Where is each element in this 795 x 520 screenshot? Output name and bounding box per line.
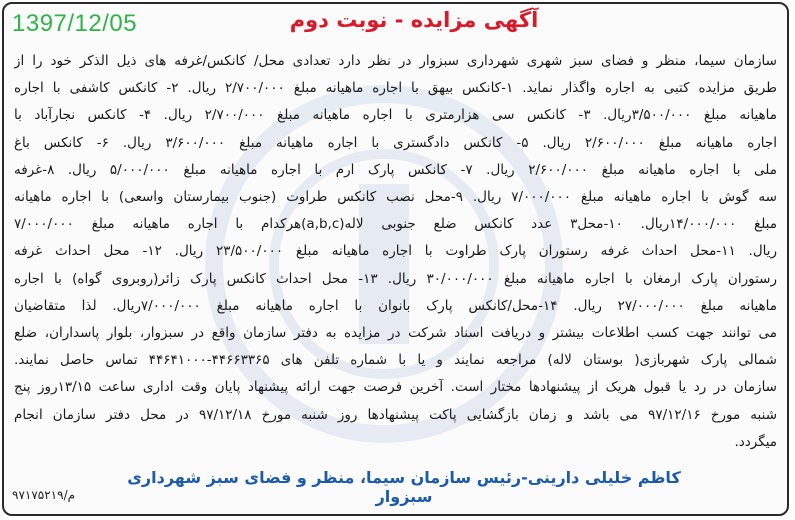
advertisement-frame xyxy=(2,2,789,516)
body-line: رستوران پارک ارمغان با اجاره ماهیانه مبلغ ۳۰/۰۰۰/۰۰۰ ریال. ۱۳- محل احداث کانکس پارک زائر(روبروی گواه) با اجاره xyxy=(14,270,777,287)
body-line: شنبه مورخ ۹۷/۱۲/۱۶ می باشد و زمان بازگشایی پاکت پیشنهادها روز شنبه مورخ ۹۷/۱۲/۱۸ در محل دفتر سازمان انجام xyxy=(14,406,777,423)
body-line: مبلغ ۱۴/۰۰۰/۰۰۰ریال. ۱۰-محل۳ عدد کانکس ضلع جنوبی لاله(a,b,c)هرکدام با اجاره ماهیانه مبلغ ۷/۰۰۰/۰۰۰ xyxy=(14,216,777,233)
body-line: ماهیانه مبلغ ۳/۵۰۰/۰۰۰ریال. ۳- کانکس سی هزارمتری با اجاره ماهیانه مبلغ ۲/۷۰۰/۰۰۰ ریال. ۴- کانکس نجارآباد با xyxy=(14,107,777,124)
body-line: سازمان در رد یا قبول هریک از پیشنهادها مختار است. آخرین فرصت جهت ارائه پیشنهاد پایان وقت اداری ساعت ۱۳/۱۵روز پنج xyxy=(14,379,777,396)
signature: کاظم خلیلی دارینی-رئیس سازمان سیما، منظر و فضای سبز شهرداری سبزوار xyxy=(127,468,681,506)
body-line: اجاره ماهیانه مبلغ ۲/۶۰۰/۰۰۰ ریال. ۵- کانکس دادگستری با اجاره ماهیانه مبلغ ۳/۶۰۰/۰۰۰ ریال. ۶- کانکس باغ xyxy=(14,134,777,151)
ad-title: آگهی مزایده - نوبت دوم xyxy=(289,8,539,32)
body-line: ریال. ۱۱-محل احداث غرفه رستوران پارک طراوت با اجاره ماهیانه مبلغ ۲۳/۵۰۰/۰۰۰ ریال. ۱۲- محل احداث غرفه xyxy=(14,243,777,260)
body-line: سازمان سیما، منظر و فضای سبز شهری شهرداری سبزوار در نظر دارد تعدادی محل/ کانکس/غرفه های ذیل الذکر خود را از xyxy=(14,53,777,69)
header xyxy=(4,4,787,42)
body-line: ماهیانه مبلغ ۲۷/۰۰۰/۰۰۰ ریال. ۱۴-محل/کانکس پارک بانوان با اجاره ماهیانه مبلغ ۷/۰۰۰/۰۰۰ریال. لذا متقاضیان xyxy=(14,297,777,314)
body-line: سه گوش با اجاره ماهیانه مبلغ ۷/۰۰۰/۰۰۰ ریال. ۹-محل نصب کانکس طراوت (جنوب بیمارستان واسعی) با اجاره ماهیانه xyxy=(14,189,777,206)
body-line: طریق مزایده کتبی به اجاره واگذار نماید. ۱-کانکس بیهق با اجاره ماهیانه مبلغ ۲/۷۰۰/۰۰۰ ریال. ۲- کانکس کاشفی با اجاره xyxy=(14,80,777,97)
publish-date: 1397/12/05 xyxy=(12,10,138,37)
body-line: میگردد. xyxy=(734,433,777,450)
ad-code: م/۹۷۱۷۵۲۱۹ xyxy=(12,488,76,502)
body-line: شمالی پارک شهربازی( بوستان لاله) مراجعه نمایند و یا با شماره تلفن های ۴۴۶۶۳۳۶۵-۴۴۶۴۱۰۰۰ تماس حاصل نمایند. xyxy=(14,352,777,369)
ad-body xyxy=(14,48,777,468)
body-line: می توانند جهت کسب اطلاعات بیشتر و دریافت اسناد شرکت در مزایده به دفتر سازمان واقع در سبزوار، بلوار پاسداران، ضلع xyxy=(14,325,777,342)
body-line: ملی با اجاره ماهیانه مبلغ ۲/۶۰۰/۰۰۰ ریال. ۷- کانکس پارک ارم با اجاره ماهیانه مبلغ ۵/۰۰۰/۰۰۰ ریال. ۸-غرفه xyxy=(14,161,777,178)
